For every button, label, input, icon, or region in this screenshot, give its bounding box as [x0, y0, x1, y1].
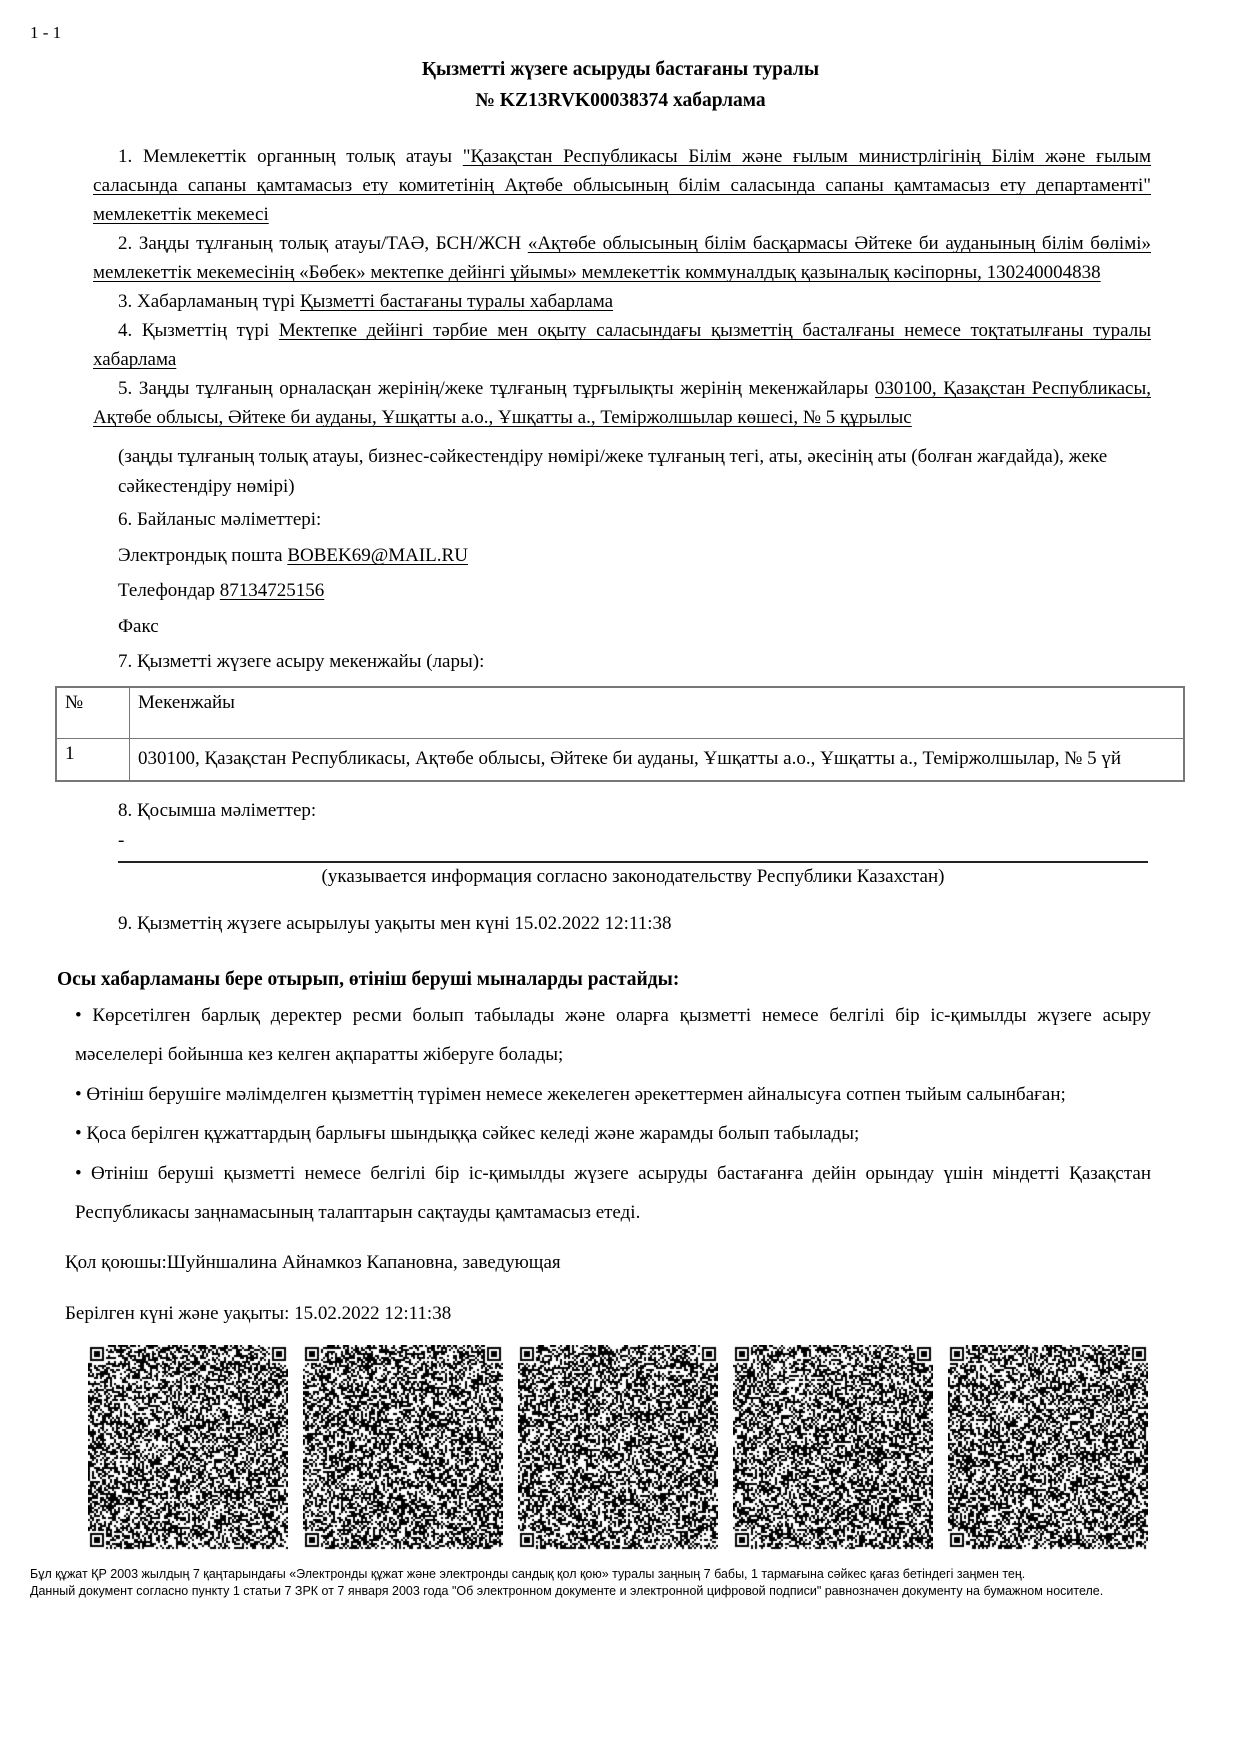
paragraph-5-note: (заңды тұлғаның толық атауы, бизнес-сәйкестендіру нөмірі/жеке тұлғаның тегі, аты, әкесінің аты (болған жағдайда), жеке сәйкестендіру нөмірі): [118, 446, 1108, 497]
signer-line: Қол қоюшы:Шуйншалина Айнамкоз Капановна, заведующая: [65, 1251, 561, 1273]
qr-code: [303, 1345, 503, 1550]
qr-code: [948, 1345, 1148, 1550]
paragraph-8-caption: (указывается информация согласно законодательству Республики Казахстан): [321, 865, 945, 887]
paragraph-8-additional-info-heading: 8. Қосымша мәліметтер:: [118, 799, 317, 821]
table-header-number: №: [56, 687, 130, 739]
legal-footer-russian: Данный документ согласно пункту 1 статьи 7 ЗРК от 7 января 2003 года "Об электронном документе и электронной цифровой подписи" равнозначен документу на бумажном носителе.: [30, 1583, 1104, 1598]
contact-email-line: Электрондық пошта BOBEK69@MAIL.RU: [118, 544, 468, 566]
paragraph-9-service-datetime: 9. Қызметтің жүзеге асырылуы уақыты мен күні 15.02.2022 12:11:38: [118, 912, 672, 934]
document-title: [0, 54, 1241, 116]
issued-datetime-line: Берілген күні және уақыты: 15.02.2022 12:11:38: [65, 1302, 452, 1324]
qr-code: [88, 1345, 288, 1550]
qr-code: [518, 1345, 718, 1550]
table-cell-row-number: 1: [56, 738, 130, 781]
paragraph-7-service-address-heading: 7. Қызметті жүзеге асыру мекенжайы (лары):: [118, 651, 485, 672]
confirmation-bullet-1: • Көрсетілген барлық деректер ресми болып табылады және оларға қызметті немесе белгілі бір іс-қимылды жүзеге асыру мәселелері бойынша кез келген ақпаратты жіберуге болады;: [75, 1004, 1151, 1065]
digital-signature-qr-codes: [88, 1345, 1241, 1550]
document-title-line1: Қызметті жүзеге асыруды бастағаны туралы: [421, 59, 820, 80]
confirmation-bullet-3: • Қоса берілген құжаттардың барлығы шындыққа сәйкес келеді және жарамды болып табылады;: [75, 1123, 860, 1144]
qr-code: [733, 1345, 933, 1550]
page-number: 1 - 1: [30, 23, 62, 42]
confirmation-heading: Осы хабарламаны бере отырып, өтініш беруші мыналарды растайды:: [57, 968, 680, 990]
paragraph-6-contacts-heading: 6. Байланыс мәліметтері:: [118, 509, 322, 530]
confirmation-bullet-4: • Өтініш беруші қызметті немесе белгілі бір іс-қимылды жүзеге асыруды бастағанға дейін орындау үшін міндетті Қазақстан Республикасы заңнамасының талаптарын сақтауды қамтамасыз етеді.: [75, 1162, 1151, 1223]
paragraph-3-notification-type: 3. Хабарламаның түрі Қызметті бастағаны туралы хабарлама: [118, 291, 614, 312]
paragraph-8-value: -: [118, 829, 125, 851]
paragraph-2-legal-entity-name: 2. Заңды тұлғаның толық атауы/ТАӘ, БСН/ЖСН «Ақтөбе облысының білім басқармасы Әйтеке би ауданының білім бөлімі» мемлекеттік мекемесінің «Бөбек» мектепке дейінгі ұйымы» мемлекеттік коммуналдық қазыналық кәсіпорны, 130240004838: [93, 233, 1152, 283]
table-cell-address: 030100, Қазақстан Республикасы, Ақтөбе облысы, Әйтеке би ауданы, Ұшқатты а.о., Ұшқатты а., Теміржолшылар, № 5 үй: [130, 738, 1185, 781]
legal-footer: [30, 1566, 1211, 1600]
confirmation-bullet-2: • Өтініш берушіге мәлімделген қызметтің түрімен немесе жекелеген әрекеттермен айналысуға сотпен тыйым салынбаған;: [75, 1083, 1066, 1105]
address-table-header-row: [56, 687, 1184, 739]
contact-fax-line: Факс: [118, 615, 159, 637]
paragraph-5-legal-address: 5. Заңды тұлғаның орналасқан жерінің/жеке тұлғаның тұрғылықты жерінің мекенжайлары 030100, Қазақстан Республикасы, Ақтөбе облысы, Әйтеке би ауданы, Ұшқатты а.о., Ұшқатты а., Теміржолшылар көшесі, № 5 құрылыс: [93, 378, 1152, 428]
table-header-address: Мекенжайы: [130, 687, 1185, 739]
paragraph-1-state-body-name: 1. Мемлекеттік органның толық атауы "Қазақстан Республикасы Білім және ғылым министрлігінің Білім және ғылым саласында сапаны қамтамасыз ету комитетінің Ақтөбе облысының білім саласында сапаны қамтамасыз ету департаменті" мемлекеттік мекемесі: [93, 146, 1151, 225]
table-row: [56, 738, 1184, 781]
legal-footer-kazakh: Бұл құжат ҚР 2003 жылдың 7 қаңтарындағы «Электронды құжат және электронды сандық қол қою» туралы заңның 7 бабы, 1 тармағына сәйкес қағаз бетіндегі заңмен тең.: [30, 1566, 1026, 1581]
paragraph-4-service-type: 4. Қызметтің түрі Мектепке дейінгі тәрбие мен оқыту саласындағы қызметтің басталғаны немесе тоқтатылғаны туралы хабарлама: [93, 320, 1151, 370]
document-title-line2: № KZ13RVK00038374 хабарлама: [475, 90, 766, 111]
contact-phone-line: Телефондар 87134725156: [118, 580, 325, 601]
address-table: [55, 686, 1185, 782]
